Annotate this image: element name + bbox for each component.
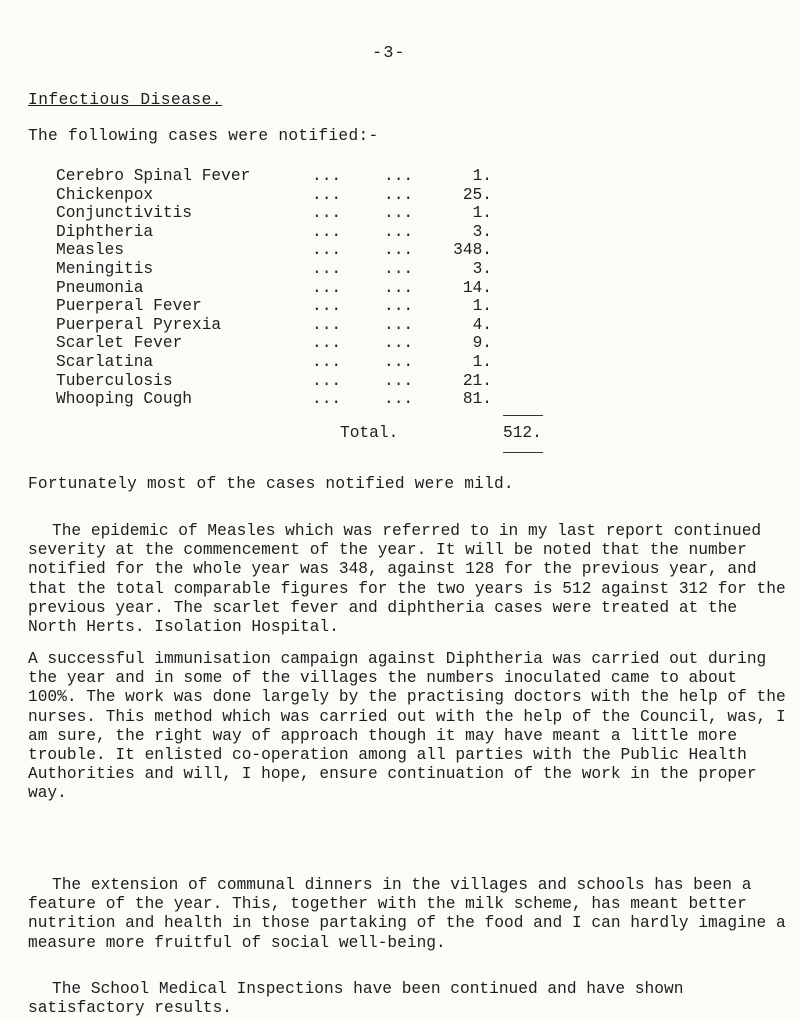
case-count: 348. bbox=[453, 241, 492, 260]
leader-dots: ... bbox=[312, 390, 342, 409]
disease-name: Chickenpox bbox=[56, 185, 154, 204]
summary-line: Fortunately most of the cases notified were mild. bbox=[28, 475, 514, 493]
case-count: 25. bbox=[462, 185, 492, 204]
paragraph-school-inspections: The School Medical Inspections have been continued and have shown satisfactory results. bbox=[28, 980, 684, 1018]
disease-name: Scarlatina bbox=[56, 352, 154, 371]
case-row bbox=[56, 334, 492, 353]
page-number: -3- bbox=[372, 44, 406, 63]
disease-name: Conjunctivitis bbox=[56, 204, 192, 223]
total-value: 512. bbox=[503, 424, 542, 442]
case-count: 81. bbox=[462, 390, 492, 409]
case-row bbox=[56, 372, 492, 391]
leader-dots: ... bbox=[312, 167, 342, 185]
leader-dots: ... bbox=[312, 204, 342, 223]
leader-dots: ... bbox=[312, 315, 342, 334]
leader-dots: ... bbox=[384, 204, 414, 223]
case-row bbox=[56, 204, 492, 223]
leader-dots: ... bbox=[384, 315, 414, 334]
case-row bbox=[56, 241, 492, 260]
paragraph-measles: The epidemic of Measles which was referred to in my last report continued severity at the commencement of the year. It will be noted that the number notified for the whole year was 348, against 128 for the previous year, and that the total comparable figures for the two years is 512 against 312 for the previous year. The scarlet fever and diphtheria cases were treated at the North Herts. Isolation Hospital. bbox=[28, 522, 786, 637]
disease-name: Puerperal Pyrexia bbox=[56, 315, 222, 334]
disease-name: Tuberculosis bbox=[56, 371, 173, 390]
leader-dots: ... bbox=[312, 241, 342, 260]
intro-line: The following cases were notified:- bbox=[28, 127, 379, 145]
case-row bbox=[56, 297, 492, 316]
leader-dots: ... bbox=[384, 241, 414, 260]
leader-dots: ... bbox=[384, 352, 414, 371]
case-count: 1. bbox=[472, 204, 492, 223]
case-row bbox=[56, 390, 492, 409]
leader-dots: ... bbox=[384, 390, 414, 409]
case-count: 3. bbox=[472, 222, 492, 241]
case-count: 1. bbox=[472, 297, 492, 316]
leader-dots: ... bbox=[312, 278, 342, 297]
disease-name: Scarlet Fever bbox=[56, 334, 183, 353]
section-heading: Infectious Disease. bbox=[28, 91, 223, 109]
case-count: 9. bbox=[472, 334, 492, 353]
disease-name: Measles bbox=[56, 241, 124, 260]
disease-name: Cerebro Spinal Fever bbox=[56, 167, 251, 185]
case-row bbox=[56, 260, 492, 279]
leader-dots: ... bbox=[312, 222, 342, 241]
case-row bbox=[56, 316, 492, 335]
leader-dots: ... bbox=[312, 352, 342, 371]
disease-name: Diphtheria bbox=[56, 222, 154, 241]
case-count: 1. bbox=[472, 352, 492, 371]
case-row bbox=[56, 186, 492, 205]
leader-dots: ... bbox=[384, 297, 414, 316]
leader-dots: ... bbox=[312, 259, 342, 278]
case-count: 3. bbox=[472, 259, 492, 278]
case-count: 1. bbox=[472, 167, 492, 185]
leader-dots: ... bbox=[384, 185, 414, 204]
paragraph-communal-dinners: The extension of communal dinners in the villages and schools has been a feature of the year. This, together with the milk scheme, has meant better nutrition and health in those partaking of the food and I can hardly imagine a measure more fruitful of social well-being. bbox=[28, 876, 786, 952]
disease-name: Puerperal Fever bbox=[56, 297, 202, 316]
leader-dots: ... bbox=[384, 259, 414, 278]
disease-name: Meningitis bbox=[56, 259, 154, 278]
total-rule-bottom bbox=[503, 452, 543, 453]
leader-dots: ... bbox=[384, 371, 414, 390]
case-row bbox=[56, 353, 492, 372]
case-row bbox=[56, 279, 492, 298]
leader-dots: ... bbox=[312, 297, 342, 316]
case-row bbox=[56, 167, 492, 186]
disease-name: Whooping Cough bbox=[56, 390, 192, 409]
disease-name: Pneumonia bbox=[56, 278, 144, 297]
leader-dots: ... bbox=[312, 185, 342, 204]
leader-dots: ... bbox=[384, 334, 414, 353]
case-count: 14. bbox=[462, 278, 492, 297]
cases-table bbox=[56, 167, 492, 409]
leader-dots: ... bbox=[312, 371, 342, 390]
total-label: Total. bbox=[340, 424, 399, 442]
leader-dots: ... bbox=[312, 334, 342, 353]
leader-dots: ... bbox=[384, 222, 414, 241]
total-rule-top bbox=[503, 415, 543, 416]
paragraph-diphtheria-campaign: A successful immunisation campaign against Diphtheria was carried out during the year and in some of the villages the numbers inoculated came to about 100%. The work was done largely by the practising doctors with the help of the nurses. This method which was carried out with the help of the Council, was, I am sure, the right way of approach though it may have meant a little more trouble. It enlisted co-operation among all parties with the Public Health Authorities and will, I hope, ensure continuation of the work in the proper way. bbox=[28, 650, 786, 803]
leader-dots: ... bbox=[384, 278, 414, 297]
leader-dots: ... bbox=[384, 167, 414, 185]
case-count: 21. bbox=[462, 371, 492, 390]
case-row bbox=[56, 223, 492, 242]
case-count: 4. bbox=[472, 315, 492, 334]
